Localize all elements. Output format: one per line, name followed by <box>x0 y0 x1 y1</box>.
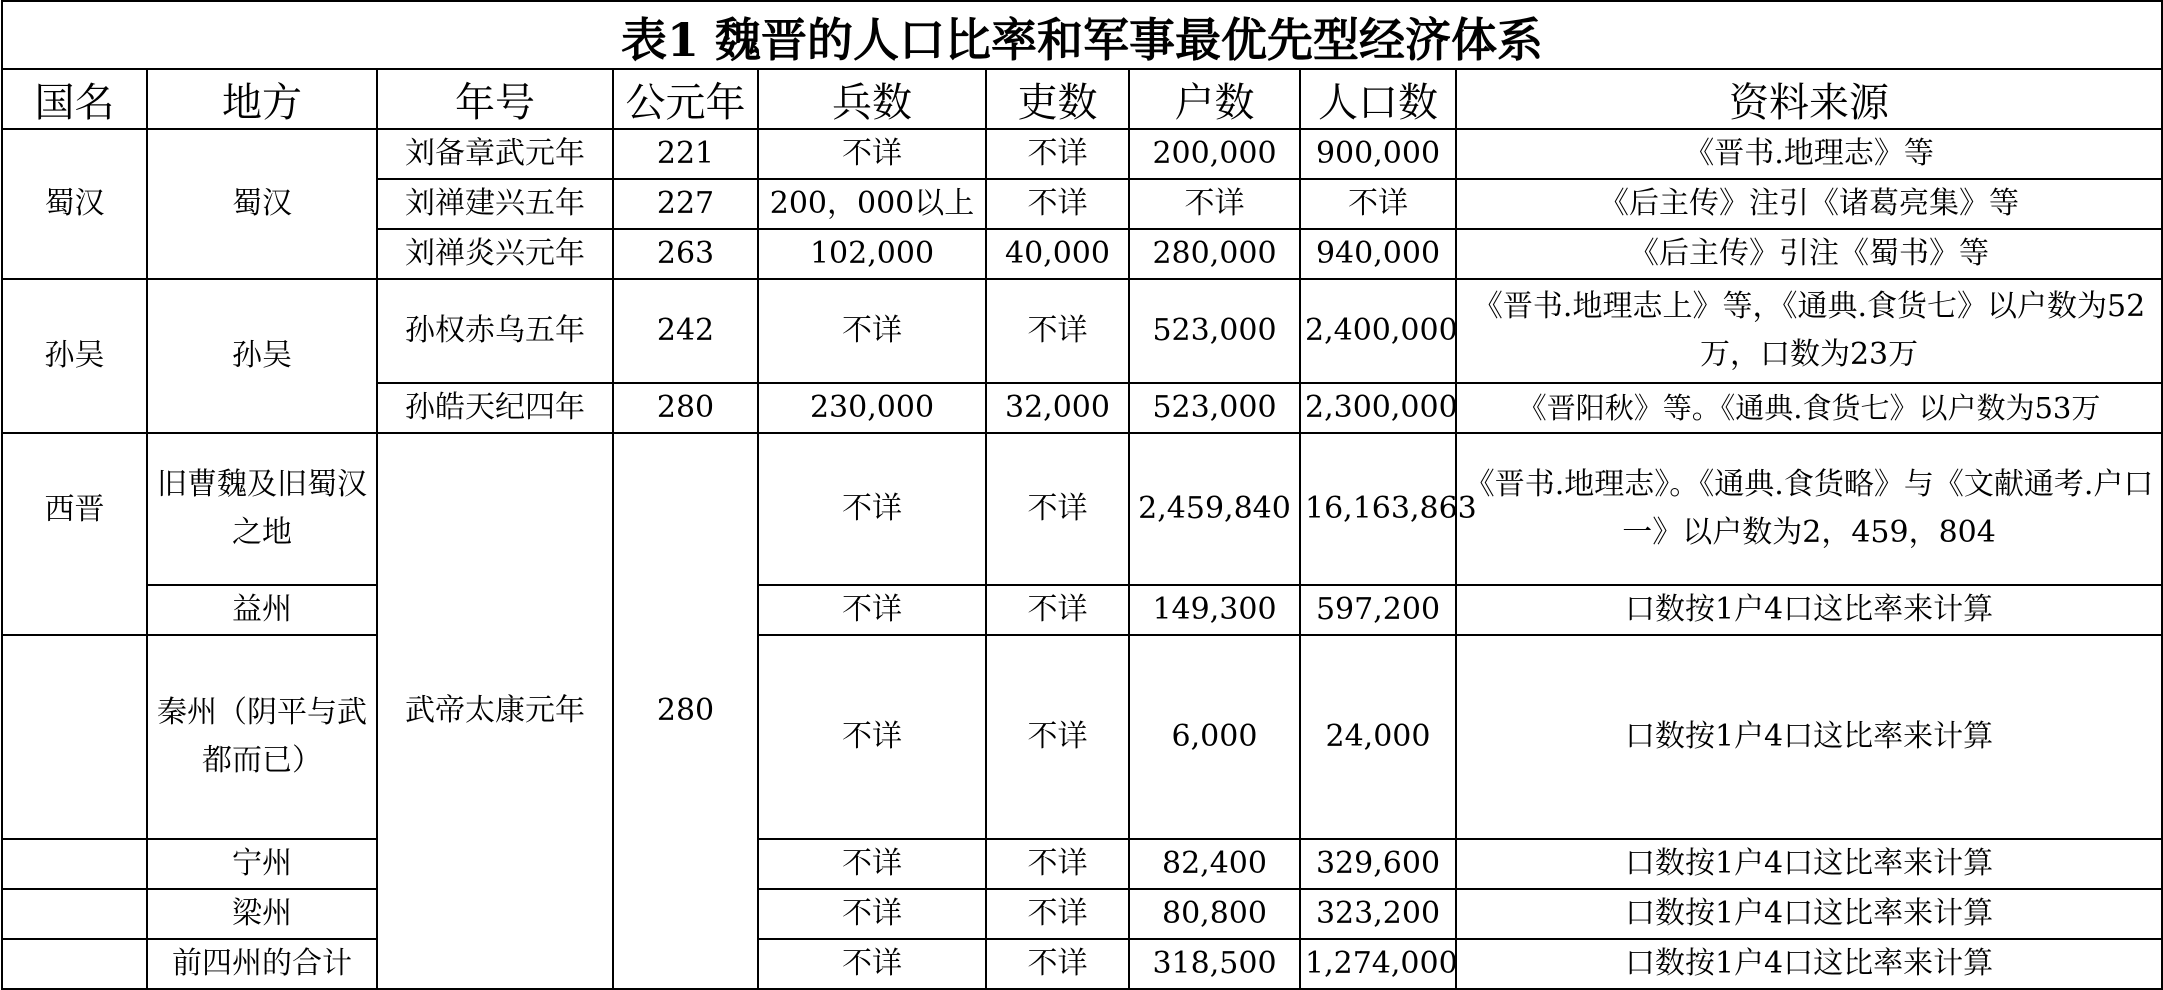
officials-cell: 不详 <box>986 939 1129 989</box>
households-cell: 不详 <box>1129 179 1300 229</box>
soldiers-cell: 不详 <box>758 129 986 179</box>
era-cell: 刘禅炎兴元年 <box>377 229 613 279</box>
source-cell: 《后主传》注引《诸葛亮集》等 <box>1456 179 2162 229</box>
population-cell: 597,200 <box>1300 585 1456 635</box>
source-cell: 口数按1户4口这比率来计算 <box>1456 635 2162 839</box>
header-soldiers: 兵数 <box>758 69 986 129</box>
households-cell: 280,000 <box>1129 229 1300 279</box>
source-cell: 《晋书.地理志》等 <box>1456 129 2162 179</box>
source-cell: 口数按1户4口这比率来计算 <box>1456 939 2162 989</box>
place-cell: 蜀汉 <box>147 129 377 279</box>
population-cell: 2,400,000 <box>1300 279 1456 383</box>
source-cell: 《晋书.地理志》。《通典.食货略》与《文献通考.户口一》以户数为2，459，804 <box>1456 433 2162 585</box>
soldiers-cell: 不详 <box>758 279 986 383</box>
country-cell-empty <box>2 889 147 939</box>
source-cell: 《后主传》引注《蜀书》等 <box>1456 229 2162 279</box>
header-source: 资料来源 <box>1456 69 2162 129</box>
soldiers-cell: 102,000 <box>758 229 986 279</box>
population-cell: 1,274,000 <box>1300 939 1456 989</box>
source-cell: 《晋书.地理志上》等，《通典.食货七》以户数为52万，口数为23万 <box>1456 279 2162 383</box>
table-row <box>2 433 2162 585</box>
year-cell: 227 <box>613 179 758 229</box>
era-cell: 刘备章武元年 <box>377 129 613 179</box>
households-cell: 82,400 <box>1129 839 1300 889</box>
year-cell: 221 <box>613 129 758 179</box>
table-row <box>2 129 2162 179</box>
soldiers-cell: 200，000以上 <box>758 179 986 229</box>
year-cell: 280 <box>613 433 758 989</box>
soldiers-cell: 不详 <box>758 635 986 839</box>
year-cell: 242 <box>613 279 758 383</box>
soldiers-cell: 230,000 <box>758 383 986 433</box>
households-cell: 200,000 <box>1129 129 1300 179</box>
population-cell: 329,600 <box>1300 839 1456 889</box>
population-table <box>1 0 2163 990</box>
officials-cell: 不详 <box>986 889 1129 939</box>
place-cell: 秦州（阴平与武都而已） <box>147 635 377 839</box>
source-cell: 口数按1户4口这比率来计算 <box>1456 889 2162 939</box>
households-cell: 318,500 <box>1129 939 1300 989</box>
table-row <box>2 279 2162 383</box>
population-cell: 24,000 <box>1300 635 1456 839</box>
header-row <box>2 69 2162 129</box>
population-cell: 900,000 <box>1300 129 1456 179</box>
year-cell: 280 <box>613 383 758 433</box>
header-era: 年号 <box>377 69 613 129</box>
table-row <box>2 585 2162 635</box>
country-cell-empty <box>2 939 147 989</box>
table-row <box>2 839 2162 889</box>
households-cell: 523,000 <box>1129 383 1300 433</box>
header-households: 户数 <box>1129 69 1300 129</box>
soldiers-cell: 不详 <box>758 585 986 635</box>
population-cell: 940,000 <box>1300 229 1456 279</box>
soldiers-cell: 不详 <box>758 839 986 889</box>
source-cell: 《晋阳秋》等。《通典.食货七》以户数为53万 <box>1456 383 2162 433</box>
officials-cell: 40,000 <box>986 229 1129 279</box>
officials-cell: 不详 <box>986 279 1129 383</box>
officials-cell: 不详 <box>986 179 1129 229</box>
country-cell-empty <box>2 635 147 839</box>
soldiers-cell: 不详 <box>758 889 986 939</box>
officials-cell: 不详 <box>986 433 1129 585</box>
population-cell: 16,163,863 <box>1300 433 1456 585</box>
era-cell: 孙皓天纪四年 <box>377 383 613 433</box>
place-cell: 宁州 <box>147 839 377 889</box>
place-cell: 旧曹魏及旧蜀汉之地 <box>147 433 377 585</box>
households-cell: 80,800 <box>1129 889 1300 939</box>
source-cell: 口数按1户4口这比率来计算 <box>1456 585 2162 635</box>
officials-cell: 不详 <box>986 839 1129 889</box>
country-cell: 孙吴 <box>2 279 147 433</box>
table-row <box>2 635 2162 839</box>
country-cell-empty <box>2 585 147 635</box>
households-cell: 6,000 <box>1129 635 1300 839</box>
officials-cell: 32,000 <box>986 383 1129 433</box>
table-row <box>2 889 2162 939</box>
households-cell: 149,300 <box>1129 585 1300 635</box>
place-cell: 梁州 <box>147 889 377 939</box>
country-cell-empty <box>2 839 147 889</box>
officials-cell: 不详 <box>986 585 1129 635</box>
population-cell: 2,300,000 <box>1300 383 1456 433</box>
era-cell: 孙权赤乌五年 <box>377 279 613 383</box>
place-cell: 益州 <box>147 585 377 635</box>
year-cell: 263 <box>613 229 758 279</box>
households-cell: 523,000 <box>1129 279 1300 383</box>
soldiers-cell: 不详 <box>758 939 986 989</box>
population-cell: 不详 <box>1300 179 1456 229</box>
place-cell: 孙吴 <box>147 279 377 433</box>
officials-cell: 不详 <box>986 129 1129 179</box>
source-cell: 口数按1户4口这比率来计算 <box>1456 839 2162 889</box>
households-cell: 2,459,840 <box>1129 433 1300 585</box>
header-year: 公元年 <box>613 69 758 129</box>
header-population: 人口数 <box>1300 69 1456 129</box>
table-title: 表1 魏晋的人口比率和军事最优先型经济体系 <box>2 1 2162 69</box>
population-cell: 323,200 <box>1300 889 1456 939</box>
soldiers-cell: 不详 <box>758 433 986 585</box>
era-cell: 武帝太康元年 <box>377 433 613 989</box>
table-row <box>2 939 2162 989</box>
era-cell: 刘禅建兴五年 <box>377 179 613 229</box>
header-place: 地方 <box>147 69 377 129</box>
officials-cell: 不详 <box>986 635 1129 839</box>
country-cell: 西晋 <box>2 433 147 585</box>
header-country: 国名 <box>2 69 147 129</box>
place-cell: 前四州的合计 <box>147 939 377 989</box>
country-cell: 蜀汉 <box>2 129 147 279</box>
header-officials: 吏数 <box>986 69 1129 129</box>
